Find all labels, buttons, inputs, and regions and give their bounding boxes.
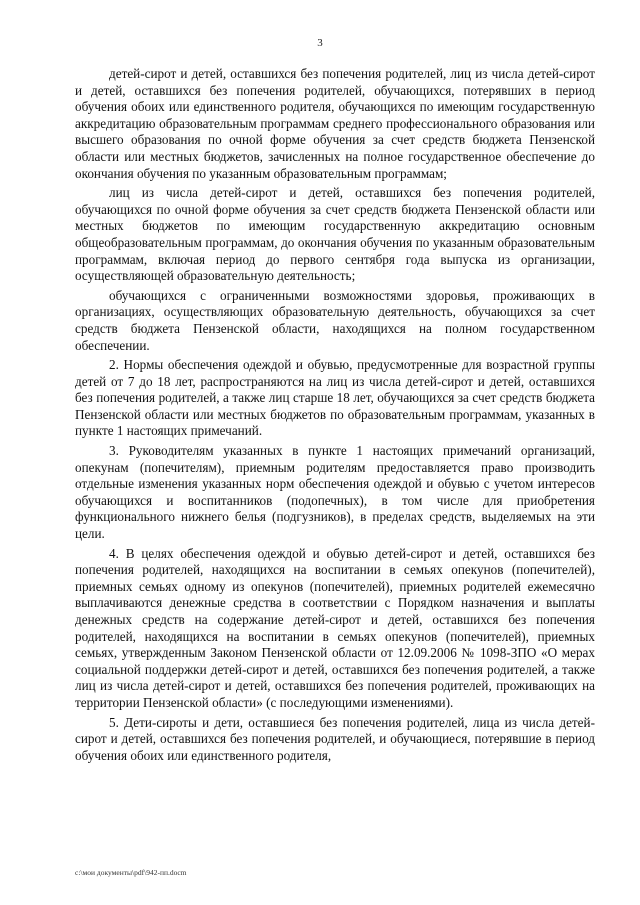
paragraph-item-5: 5. Дети-сироты и дети, оставшиеся без попечения родителей, лица из числа детей-сирот и детей, оставшихся без попечения родителей, и обучающиеся, потерявшие в период обучения обоих или единственного родителя,: [75, 714, 595, 763]
file-path-footer: c:\мои документы\pdf\942-пп.docm: [75, 868, 187, 877]
paragraph-item-2: 2. Нормы обеспечения одеждой и обувью, предусмотренные для возрастной группы детей от 7 до 18 лет, распространяются на лиц из числа детей-сирот и детей, оставшихся без попечения родителей, а также лиц старше 18 лет, обучающихся за счет средств бюджета Пензенской области или местных бюджетов по образовательным программам, указанных в пункте 1 настоящих примечаний.: [75, 357, 595, 439]
paragraph-item-4: 4. В целях обеспечения одеждой и обувью детей-сирот и детей, оставшихся без попечения родителей, находящихся на воспитании в семьях опекунов (попечителей), приемных семьях одному из опекунов (попечителей), приемных родителей ежемесячно выплачиваются денежные средства в соответствии с Порядком назначения и выплаты денежных средств на содержание детей-сирот и детей, оставшихся без попечения родителей, находящихся на воспитании в семьях опекунов (попечителей), приемных семьях, утвержденным Законом Пензенской области от 12.09.2006 № 1098-ЗПО «О мерах социальной поддержки детей-сирот и детей, оставшихся без попечения родителей, а также лиц из числа детей-сирот и детей, оставшихся без попечения родителей, проживающих на территории Пензенской области» (с последующими изменениями).: [75, 545, 595, 710]
paragraph-item-3: 3. Руководителям указанных в пункте 1 настоящих примечаний организаций, опекунам (попечителям), приемным родителям предоставляется право производить отдельные изменения указанных норм обеспечения одеждой и обувью с учетом интересов обучающихся и воспитанников (подопечных), в том числе для приобретения функционального нижнего белья (подгузников), в пределах средств, выделяемых на эти цели.: [75, 443, 595, 542]
paragraph-orphans-graduates: лиц из числа детей-сирот и детей, оставшихся без попечения родителей, обучающихся по очной форме обучения за счет средств бюджета Пензенской области или местных бюджетов по имеющим государственную аккредитацию основным общеобразовательным программам, до окончания обучения по указанным образовательным программам, включая период до первого сентября года выпуска из организации, осуществляющей образовательную деятельность;: [75, 185, 595, 284]
document-body: [75, 66, 595, 767]
paragraph-continuation: детей-сирот и детей, оставшихся без попечения родителей, лиц из числа детей-сирот и детей, оставшихся без попечения родителей, обучающихся, потерявших в период обучения обоих или единственного родителя, обучающихся по имеющим государственную аккредитацию образовательным программам среднего профессионального образования или высшего образования по очной форме обучения за счет средств бюджета Пензенской области или местных бюджетов, зачисленных на полное государственное обеспечение до окончания обучения по указанным образовательным программам;: [75, 66, 595, 181]
paragraph-disabled-students: обучающихся с ограниченными возможностями здоровья, проживающих в организациях, осуществляющих образовательную деятельность, обучающихся за счет средств бюджета Пензенской области, находящихся на полном государственном обеспечении.: [75, 287, 595, 353]
page-number: 3: [317, 37, 323, 49]
